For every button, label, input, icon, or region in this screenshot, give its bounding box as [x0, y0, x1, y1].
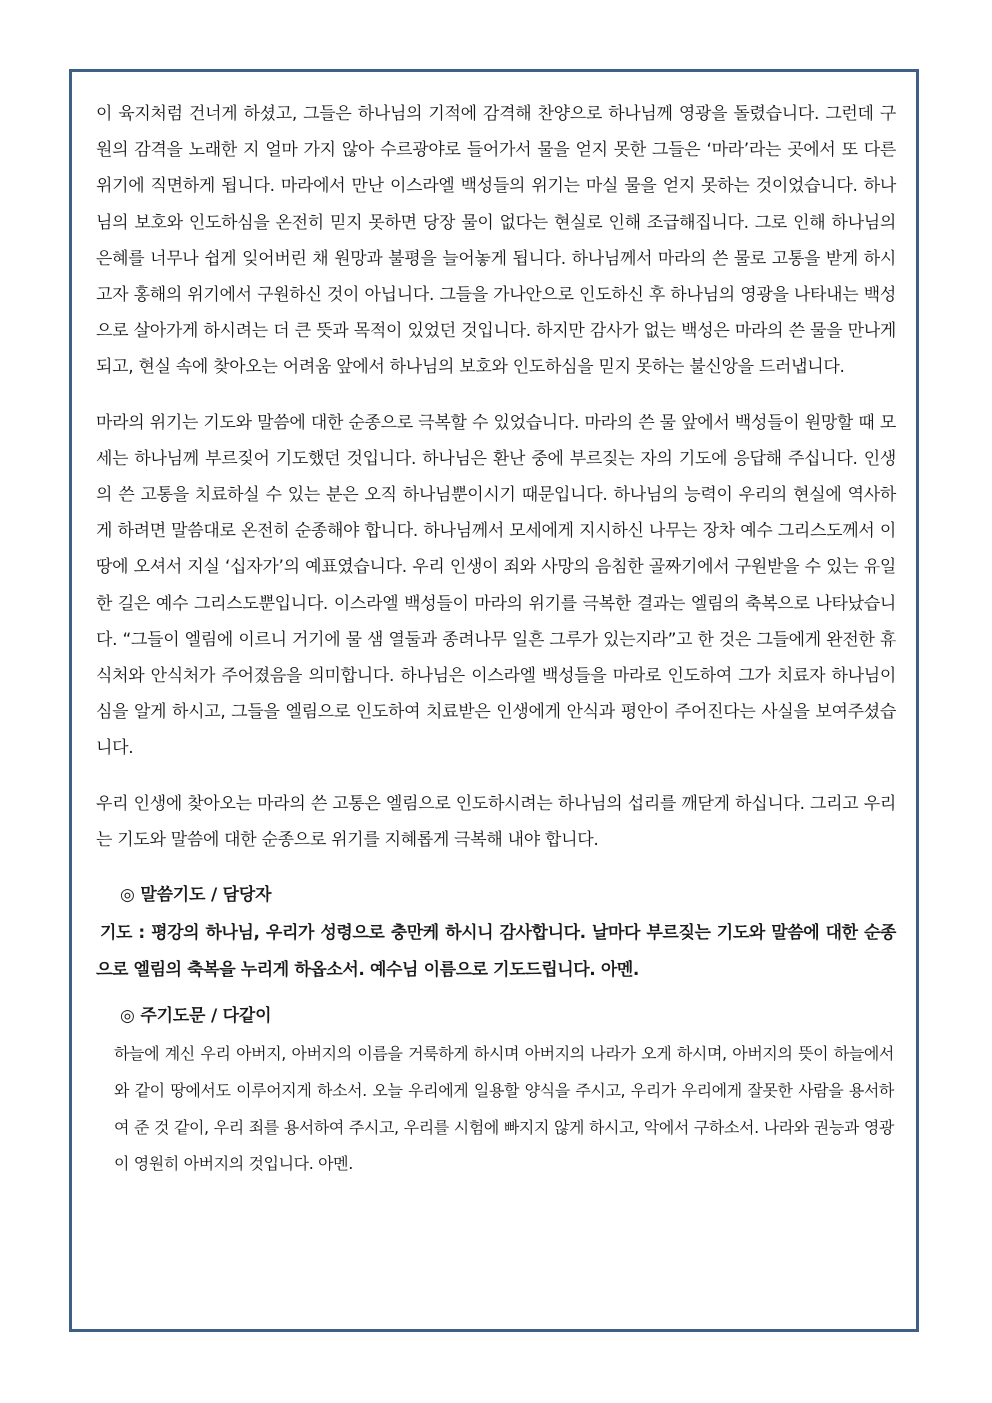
sermon-paragraph-3: 우리 인생에 찾아오는 마라의 쓴 고통은 엘림으로 인도하시려는 하나님의 섭리를 깨닫게 하십니다. 그리고 우리는 기도와 말씀에 대한 순종으로 위기를 지혜롭게 극복해 내야 합니다. [96, 793, 896, 850]
sermon-paragraph-2: 마라의 위기는 기도와 말씀에 대한 순종으로 극복할 수 있었습니다. 마라의 쓴 물 앞에서 백성들이 원망할 때 모세는 하나님께 부르짖어 기도했던 것입니다. 하나님은 환난 중에 부르짖는 자의 기도에 응답해 주십니다. 인생의 쓴 고통을 치료하실 수 있는 분은 오직 하나님뿐이시기 때문입니다. 하나님의 능력이 우리의 현실에 역사하게 하려면 말씀대로 온전히 순종해야 합니다. 하나님께서 모세에게 지시하신 나무는 장차 예수 그리스도께서 이 땅에 오셔서 지실 ‘십자가’의 예표였습니다. 우리 인생이 죄와 사망의 음침한 골짜기에서 구원받을 수 있는 유일한 길은 예수 그리스도뿐입니다. 이스라엘 백성들이 마라의 위기를 극복한 결과는 엘림의 축복으로 나타났습니다. “그들이 엘림에 이르니 거기에 물 샘 열둘과 종려나무 일흔 그루가 있는지라”고 한 것은 그들에게 완전한 휴식처와 안식처가 주어졌음을 의미합니다. 하나님은 이스라엘 백성들을 마라로 인도하여 그가 치료자 하나님이심을 알게 하시고, 그들을 엘림으로 인도하여 치료받은 인생에게 안식과 평안이 주어진다는 사실을 보여주셨습니다. [96, 412, 896, 759]
lords-prayer-heading: ◎ 주기도문 / 다같이 [120, 1006, 272, 1027]
sermon-paragraph-1: 이 육지처럼 건너게 하셨고, 그들은 하나님의 기적에 감격해 찬양으로 하나님께 영광을 돌렸습니다. 그런데 구원의 감격을 노래한 지 얼마 가지 않아 수르광야로 들어가서 물을 얻지 못한 그들은 ‘마라’라는 곳에서 또 다른 위기에 직면하게 됩니다. 마라에서 만난 이스라엘 백성들의 위기는 마실 물을 얻지 못하는 것이었습니다. 하나님의 보호와 인도하심을 온전히 믿지 못하면 당장 물이 없다는 현실로 인해 조급해집니다. 그로 인해 하나님의 은혜를 너무나 쉽게 잊어버린 채 원망과 불평을 늘어놓게 됩니다. 하나님께서 마라의 쓴 물로 고통을 받게 하시고자 홍해의 위기에서 구원하신 것이 아닙니다. 그들을 가나안으로 인도하신 후 하나님의 영광을 나타내는 백성으로 살아가게 하시려는 더 큰 뜻과 목적이 있었던 것입니다. 하지만 감사가 없는 백성은 마라의 쓴 물을 만나게 되고, 현실 속에 찾아오는 어려움 앞에서 하나님의 보호와 인도하심을 믿지 못하는 불신앙을 드러냅니다. [96, 104, 896, 378]
word-prayer-heading: ◎ 말씀기도 / 담당자 [120, 885, 272, 906]
word-prayer-body: 기도 : 평강의 하나님, 우리가 성령으로 충만케 하시니 감사합니다. 날마다 부르짖는 기도와 말씀에 대한 순종으로 엘림의 축복을 누리게 하옵소서. 예수님 이름으로 기도드립니다. 아멘. [96, 923, 896, 980]
page-content [96, 96, 896, 1183]
word-prayer-text [96, 915, 896, 988]
page-frame [69, 69, 919, 1332]
lords-prayer-text: 하늘에 계신 우리 아버지, 아버지의 이름을 거룩하게 하시며 아버지의 나라가 오게 하시며, 아버지의 뜻이 하늘에서와 같이 땅에서도 이루어지게 하소서. 오늘 우리에게 일용할 양식을 주시고, 우리가 우리에게 잘못한 사람을 용서하여 준 것 같이, 우리 죄를 용서하여 주시고, 우리를 시험에 빠지지 않게 하시고, 악에서 구하소서. 나라와 권능과 영광이 영원히 아버지의 것입니다. 아멘. [114, 1044, 894, 1174]
